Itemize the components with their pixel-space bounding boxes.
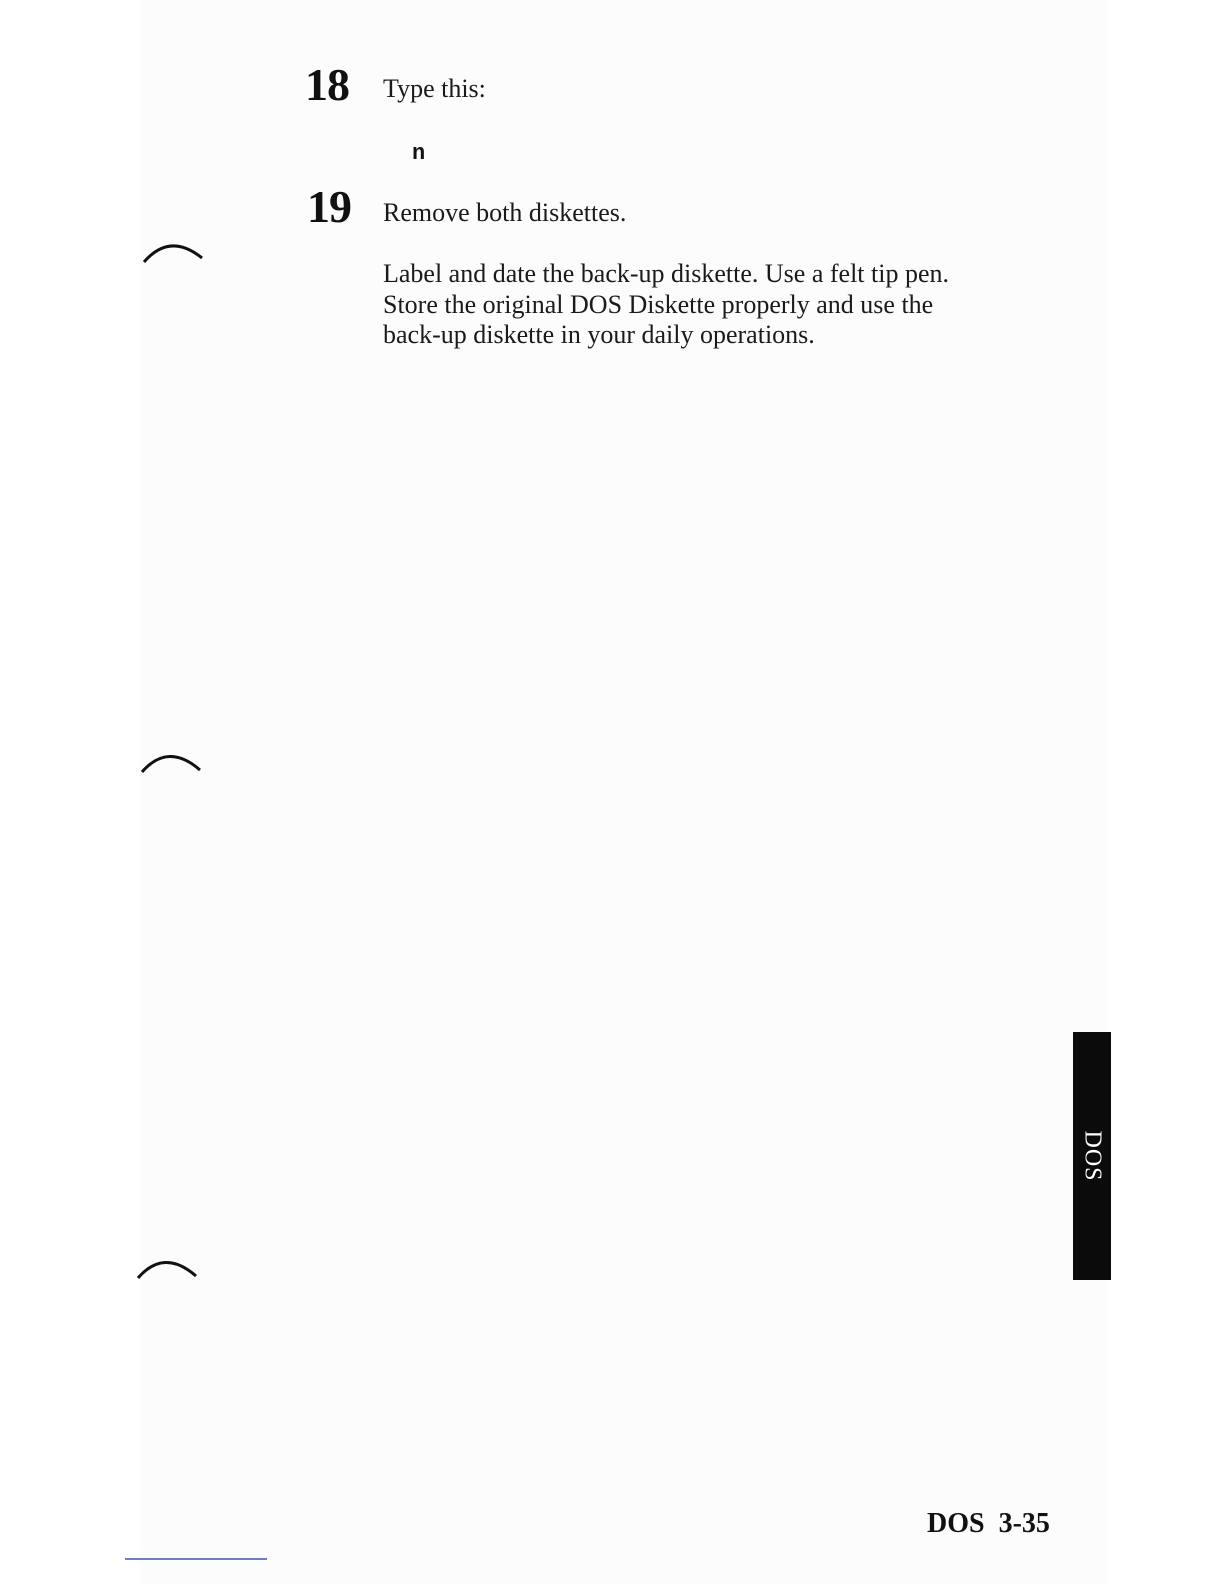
step-19-detail-line: Label and date the back-up diskette. Use a felt tip pen.: [383, 259, 950, 288]
side-tab-label: DOS: [1079, 1130, 1106, 1182]
step-19-details: [383, 259, 1063, 351]
binder-hole-arc-top: [140, 236, 210, 266]
step-number-19: 19: [307, 181, 351, 232]
step-19-detail-line: Store the original DOS Diskette properly and use the: [383, 289, 934, 319]
step-19-detail-line: back-up diskette in your daily operations.: [383, 320, 815, 349]
scan-edge-line: [125, 1558, 267, 1560]
step-number-18: 18: [305, 59, 349, 110]
binder-hole-arc-middle: [138, 746, 208, 776]
binder-hole-arc-bottom: [134, 1252, 204, 1282]
page-paper: [140, 0, 1108, 1584]
step-18-command: n: [412, 141, 426, 166]
step-18-instruction: Type this:: [383, 74, 486, 103]
section-side-tab: [1073, 1032, 1111, 1280]
page-footer: [927, 1508, 1050, 1540]
footer-section: DOS: [927, 1508, 985, 1539]
footer-page-number: 3-35: [998, 1508, 1050, 1539]
step-19-instruction: Remove both diskettes.: [383, 198, 627, 227]
